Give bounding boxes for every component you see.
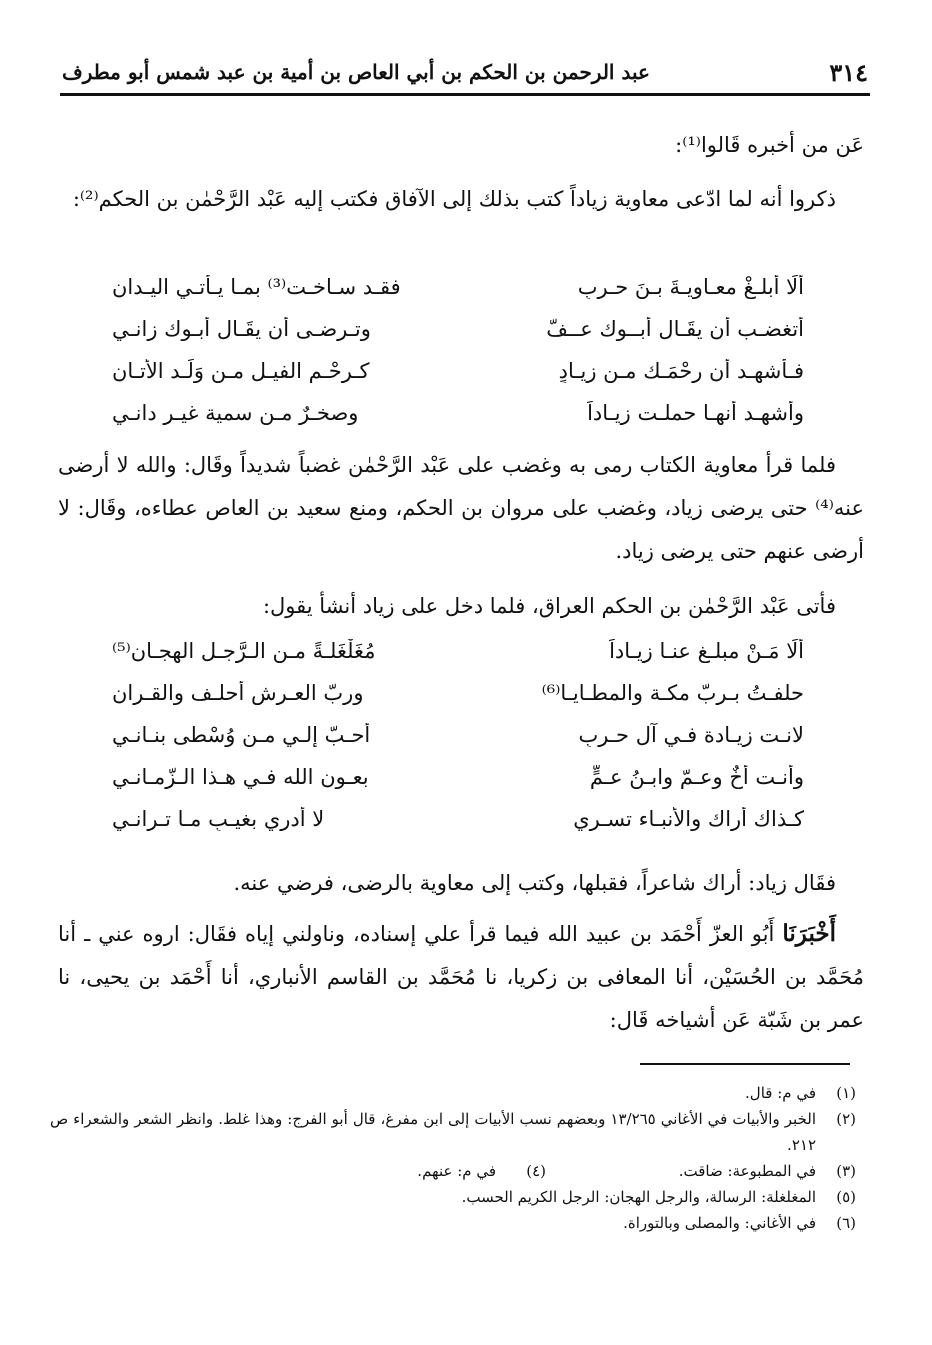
paragraph-4: [58, 862, 864, 905]
intro-block: [58, 124, 864, 167]
verse: [112, 630, 804, 672]
poem-1: [112, 266, 804, 434]
footnote-text: في م: عنهم.: [417, 1162, 496, 1180]
poem-2: [112, 630, 804, 840]
hemistich-right: ألَا أبلـغْ معـاويـةَ بـنَ حـربٍ: [577, 275, 804, 299]
footnote-rule: [640, 1063, 850, 1065]
footnotes: [50, 1080, 856, 1236]
header-rule: [60, 93, 870, 96]
hemistich-left: فقـد سـاخـت⁽³⁾ بمـا يـأتـي اليـدانِ: [112, 275, 401, 299]
paragraph-1-text: ذكروا أنه لما ادّعى معاوية زياداً كتب بذلك إلى الآفاق فكتب إليه عَبْد الرَّحْمٰن بن الحكم⁽²⁾:: [72, 187, 836, 211]
paragraph-3-text: فأتى عَبْد الرَّحْمٰن بن الحكم العراق، فلما دخل على زياد أنشأ يقول:: [262, 594, 836, 618]
footnote-number: (٤): [526, 1162, 546, 1180]
hemistich-right: ألَا مَـنْ مبلـغ عنـا زيـاداً: [609, 639, 804, 663]
hemistich-left: أحـبّ إلـي مـن وُسْطى بنـانـي: [112, 723, 371, 747]
isnad-text: أَبُو العزّ أَحْمَد بن عبيد الله فيما قرأ علي إسناده، وناولني إياه فقَال: اروه عني ـ أنا مُحَمَّد بن الحُسَيْن، أنا المعافى بن زكريا، نا مُحَمَّد بن القاسم الأنباري، أنا أَحْمَد بن يحيى، نا عمر بن شَبّة عَن أشياخه قَال:: [58, 922, 864, 1032]
verse: [112, 672, 804, 714]
hemistich-left: لا أدري بغيـبٍ مـا تـرانـي: [112, 807, 325, 831]
hemistich-right: حلفـتُ بـربّ مكـة والمطـايـا⁽⁶⁾: [541, 681, 804, 705]
footnote-number: (٦): [836, 1214, 856, 1232]
footnote-2: [50, 1106, 856, 1158]
hemistich-left: وتـرضـى أن يقَـال أبـوك زانـي: [112, 317, 371, 341]
running-title: عبد الرحمن بن الحكم بن أبي العاص بن أمية بن عبد شمس أبو مطرف: [62, 60, 650, 84]
hemistich-left: وصخـرٌ مـن سمية غيـر دانـي: [112, 401, 359, 425]
footnote-text: المغلغلة: الرسالة، والرجل الهجان: الرجل الكريم الحسب.: [461, 1188, 816, 1206]
isnad-lead: أَخْبَرَنَا: [782, 920, 836, 947]
hemistich-right: وأنـت أخٌ وعـمّ وابـنُ عـمٍّ: [589, 765, 804, 789]
footnote-text: في المطبوعة: ضاقت.: [678, 1162, 816, 1180]
verse: [112, 714, 804, 756]
page-number: ٣١٤: [829, 57, 868, 87]
footnote-text: في الأغاني: والمصلى وبالتوراة.: [623, 1214, 816, 1232]
paragraph-2: [58, 444, 864, 573]
hemistich-left: كـرِحْـم الفيـل مـن وَلَـد الأتـان: [112, 359, 370, 383]
footnote-text: في م: قال.: [745, 1084, 816, 1102]
hemistich-left: وربّ العـرش أحلـف والقـران: [112, 681, 364, 705]
hemistich-right: فـأشهـد أن رِحْمَـك مـن زيـادٍ: [558, 359, 804, 383]
hemistich-left: مُغَلْغَلـةً مـن الـرَّجـل الهجـانِ⁽⁵⁾: [112, 639, 376, 663]
paragraph-3: [58, 585, 864, 628]
hemistich-right: لانـت زيـادة فـي آل حـربٍ: [578, 723, 804, 747]
verse: [112, 756, 804, 798]
verse: [112, 308, 804, 350]
verse: [112, 392, 804, 434]
paragraph-1: [58, 178, 864, 221]
footnote-number: (٢): [836, 1110, 856, 1128]
hemistich-right: وأشهـد أنهـا حملـت زيـاداً: [587, 401, 804, 425]
footnote-4: [346, 1158, 546, 1184]
paragraph-4-text: فقَال زياد: أراك شاعراً، فقبلها، وكتب إلى معاوية بالرضى، فرضي عنه.: [233, 871, 836, 895]
hemistich-right: أتغضـب أن يقَـال أبــوك عــفّ: [546, 317, 804, 341]
footnote-6: [50, 1210, 856, 1236]
hemistich-left: بعـون الله فـي هـذا الـزّمـانـي: [112, 765, 369, 789]
hemistich-right: كـذاك أراك والأنبـاء تسـري: [573, 807, 804, 831]
footnote-3: [546, 1158, 856, 1184]
intro-line: عَن من أخبره قَالوا⁽¹⁾:: [675, 133, 864, 157]
paragraph-5-text: [58, 912, 864, 1042]
footnote-number: (٣): [836, 1162, 856, 1180]
paragraph-2-text: فلما قرأ معاوية الكتاب رمى به وغضب على عَبْد الرَّحْمٰن غضباً شديداً وقَال: والله لا أرضى عنه⁽⁴⁾ حتى يرضى زياد، وغضب على مروان بن الحكم، ومنع سعيد بن العاص عطاءه، وقَال: لا أرضى عنهم حتى يرضى زياد.: [58, 453, 864, 563]
page-header: [62, 52, 868, 92]
verse: [112, 798, 804, 840]
footnote-1: [50, 1080, 856, 1106]
footnote-pair: [50, 1158, 856, 1184]
verse: [112, 350, 804, 392]
footnote-number: (١): [836, 1084, 856, 1102]
footnote-5: [50, 1184, 856, 1210]
verse: [112, 266, 804, 308]
footnote-text: الخبر والأبيات في الأغاني ١٣/٢٦٥ وبعضهم نسب الأبيات إلى ابن مفرغ، قال أبو الفرج: وهذا غلط. وانظر الشعر والشعراء ص ٢١٢.: [50, 1110, 816, 1154]
footnote-number: (٥): [836, 1188, 856, 1206]
paragraph-5: [58, 912, 864, 1042]
